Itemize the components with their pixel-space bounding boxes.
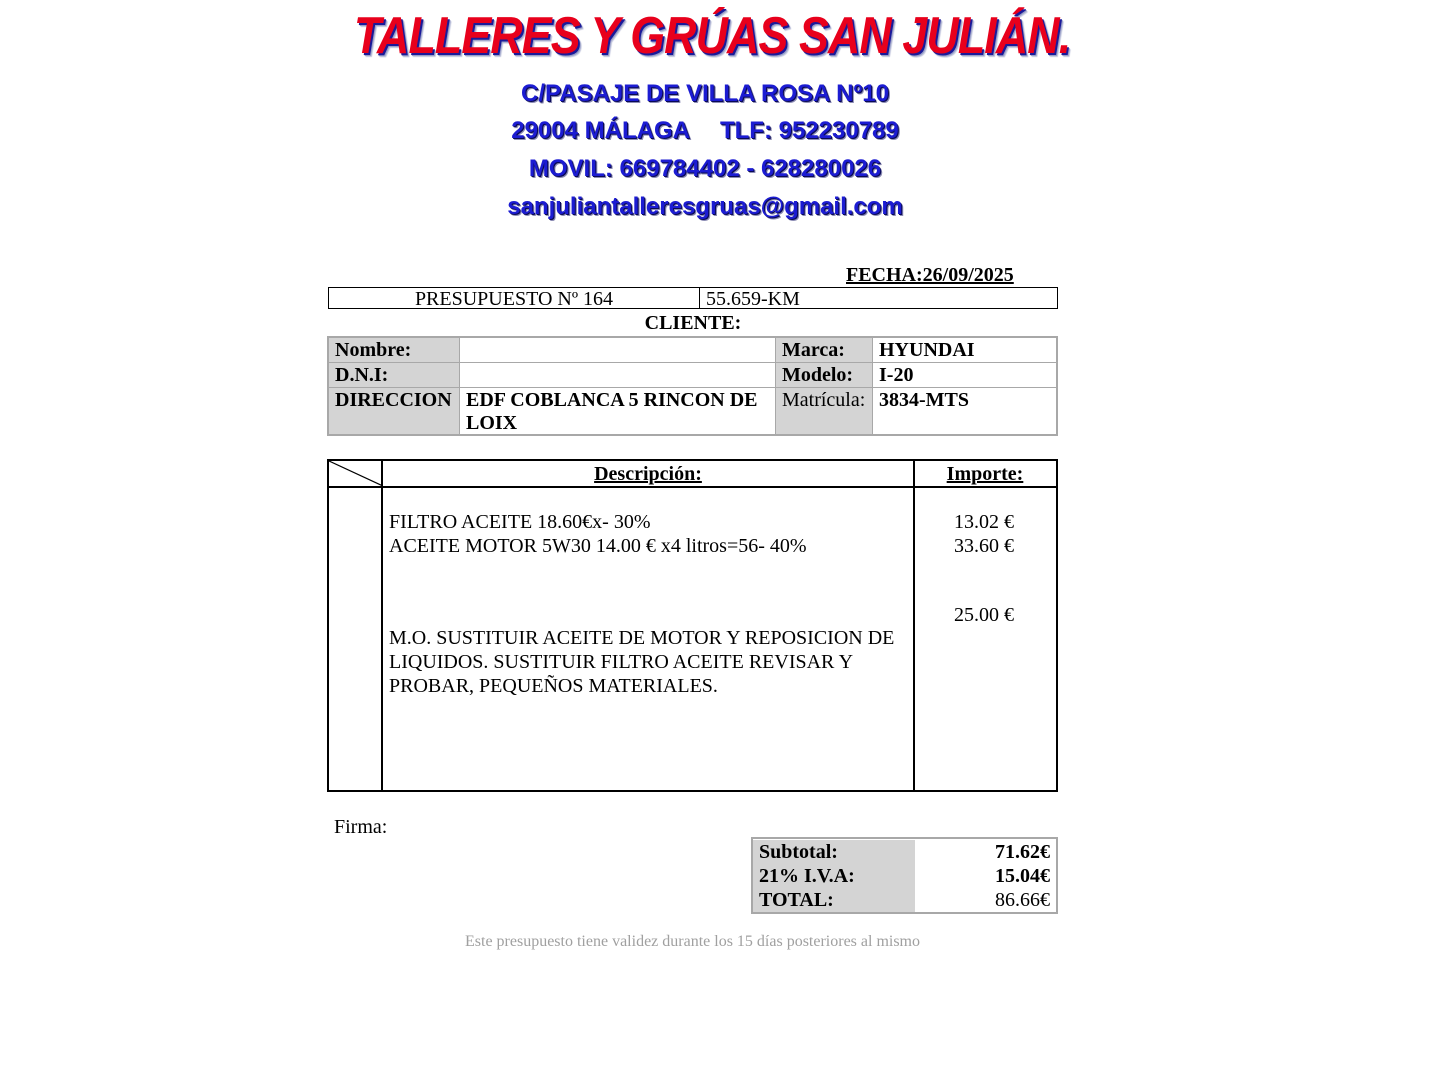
- company-mobile: MOVIL: 669784402 - 628280026: [528, 155, 882, 182]
- item-line-labor: M.O. SUSTITUIR ACEITE DE MOTOR Y REPOSICION DE: [389, 627, 895, 649]
- table-header-divider: [329, 486, 1056, 488]
- total-value: 86.66€: [995, 889, 1050, 911]
- validity-note: Este presupuesto tiene validez durante los 15 días posteriores al mismo: [465, 933, 920, 950]
- item-line-labor: PROBAR, PEQUEÑOS MATERIALES.: [389, 675, 718, 697]
- name-label: Nombre:: [329, 338, 459, 362]
- table-divider: [381, 461, 383, 790]
- table-divider: [913, 461, 915, 790]
- subtotal-label: Subtotal:: [753, 840, 915, 864]
- table-divider: [775, 338, 776, 434]
- client-section-title: CLIENTE:: [644, 312, 742, 334]
- address-value: EDF COBLANCA 5 RINCON DE LOIX: [466, 389, 758, 434]
- items-table: [327, 459, 1058, 792]
- total-row: [753, 888, 1056, 912]
- company-city-phone: [400, 117, 1010, 145]
- table-divider: [872, 338, 873, 434]
- table-divider: [459, 338, 460, 434]
- item-line-labor: LIQUIDOS. SUSTITUIR FILTRO ACEITE REVISAR Y: [389, 651, 854, 673]
- address-label: DIRECCION: [329, 388, 459, 434]
- document-date: FECHA:26/09/2025: [846, 264, 1014, 286]
- dni-value: [460, 363, 775, 387]
- subtotal-value: 71.62€: [995, 841, 1050, 863]
- iva-label: 21% I.V.A:: [753, 864, 915, 888]
- subtotal-row: [753, 840, 1056, 864]
- signature-label: Firma:: [334, 816, 388, 838]
- budget-info-row: [328, 287, 1058, 309]
- dni-label: D.N.I:: [329, 363, 459, 387]
- totals-table: [751, 837, 1058, 914]
- brand-value: HYUNDAI: [879, 339, 975, 361]
- budget-number: PRESUPUESTO Nº 164: [329, 288, 700, 308]
- model-label: Modelo:: [776, 363, 872, 387]
- brand-label: Marca:: [776, 338, 872, 362]
- item-amount-engine-oil: 33.60 €: [954, 535, 1014, 557]
- description-header: Descripción:: [594, 463, 702, 485]
- company-city: 29004 MÁLAGA: [511, 117, 690, 144]
- iva-value: 15.04€: [995, 865, 1050, 887]
- item-line-oil-filter: FILTRO ACEITE 18.60€x- 30%: [389, 511, 651, 533]
- company-address: C/PASAJE DE VILLA ROSA Nº10: [521, 80, 889, 107]
- company-logo-title: TALLERES Y GRÚAS SAN JULIÁN.: [353, 7, 1071, 65]
- name-value: [460, 338, 775, 362]
- amount-header: Importe:: [946, 463, 1024, 485]
- company-phone: TLF: 952230789: [719, 117, 899, 144]
- client-table: [327, 336, 1058, 436]
- diagonal-corner-line: [329, 461, 383, 487]
- iva-row: [753, 864, 1056, 888]
- total-label: TOTAL:: [753, 888, 915, 912]
- item-amount-labor: 25.00 €: [954, 604, 1014, 626]
- item-amount-oil-filter: 13.02 €: [954, 511, 1014, 533]
- table-divider: [329, 387, 1056, 388]
- plate-value: 3834-MTS: [879, 389, 969, 411]
- model-value: I-20: [879, 364, 914, 386]
- plate-label: Matrícula:: [776, 388, 872, 434]
- vehicle-km: 55.659-KM: [706, 288, 800, 310]
- item-line-engine-oil: ACEITE MOTOR 5W30 14.00 € x4 litros=56- 40%: [389, 535, 807, 557]
- table-divider: [329, 362, 1056, 363]
- company-email: sanjuliantalleresgruas@gmail.com: [507, 193, 903, 220]
